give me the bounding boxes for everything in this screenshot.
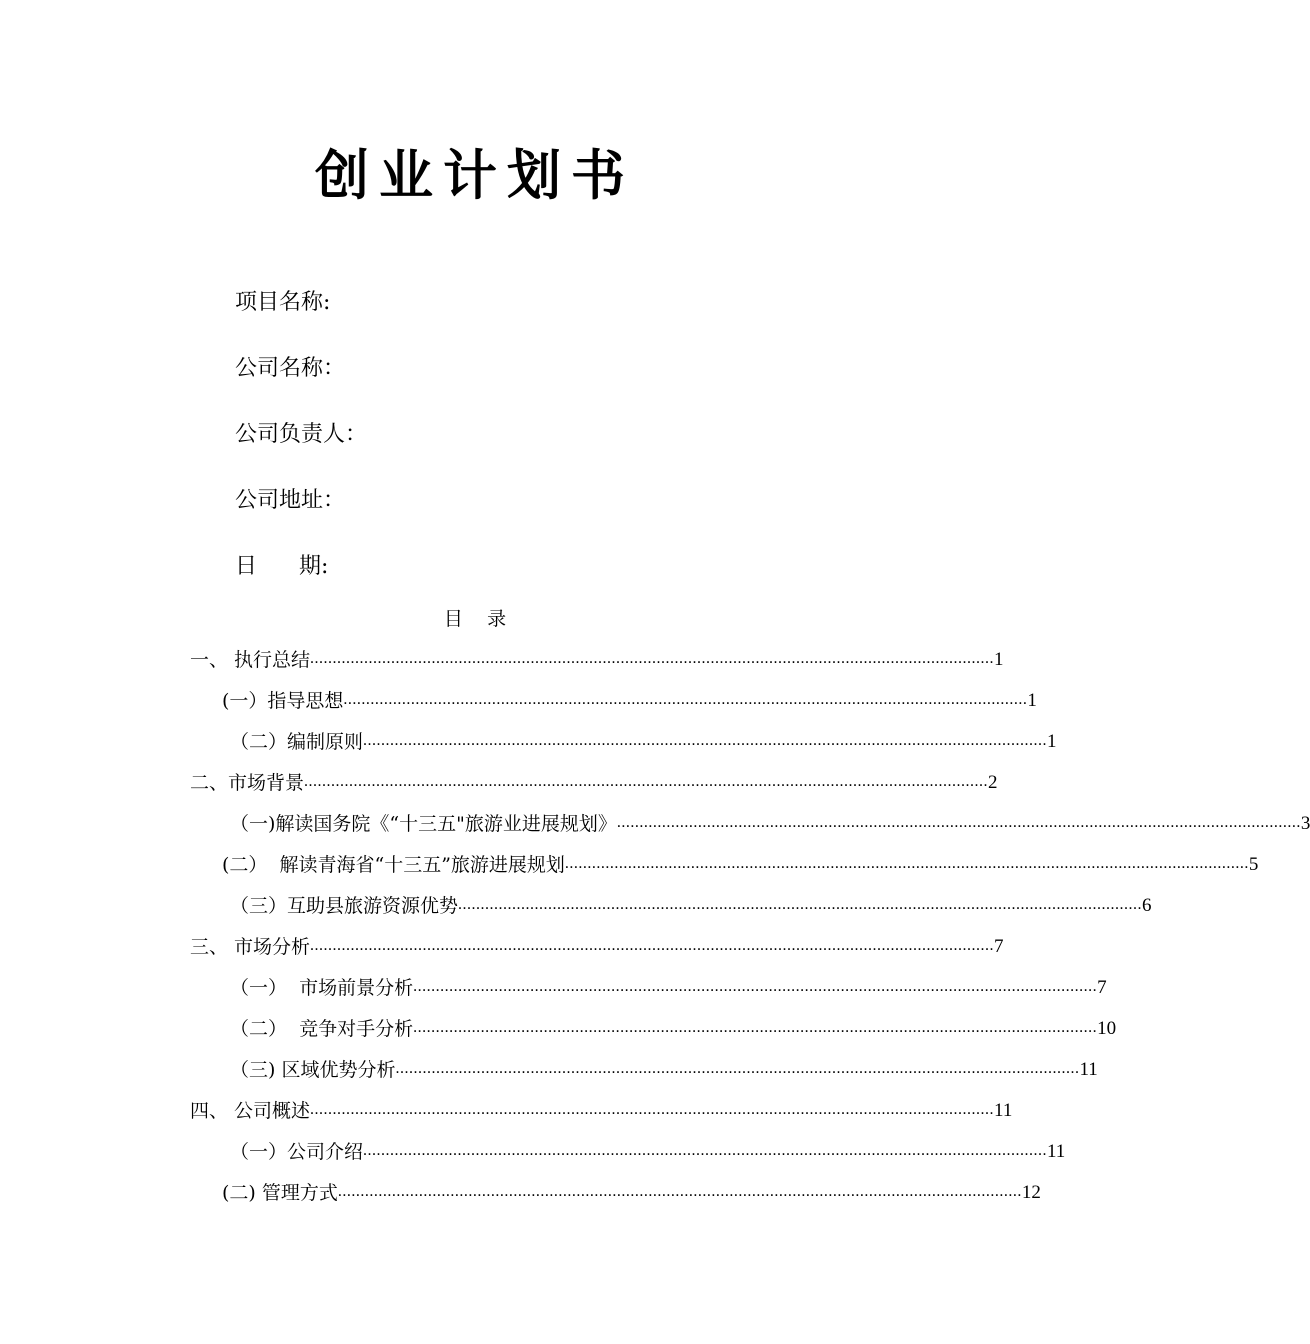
company-address-field: 公司地址：: [235, 488, 346, 513]
company-name-field: 公司名称：: [235, 356, 346, 381]
toc-entry-page: 7: [1097, 977, 1107, 998]
toc-heading: 目 录: [443, 608, 507, 630]
toc-entry-label: 三、 市场分析: [190, 936, 311, 958]
toc-entry[interactable]: [230, 974, 1107, 1002]
project-name-field: 项目名称:: [235, 290, 331, 315]
toc-entry[interactable]: [222, 851, 1259, 879]
toc-entry-page: 11: [1079, 1059, 1098, 1080]
toc-entry-page: 2: [988, 772, 998, 793]
toc-entry[interactable]: [230, 728, 1057, 756]
toc-entry[interactable]: [190, 646, 1004, 674]
toc-entry[interactable]: [230, 892, 1152, 920]
toc-entry-page: 7: [994, 936, 1004, 957]
toc-entry-label: （一）公司介绍: [230, 1141, 364, 1163]
toc-entry-label: （二）编制原则: [230, 731, 364, 753]
toc-dot-leader: ........................................................................................................................................................: [343, 691, 1028, 708]
toc-entry-page: 1: [1047, 731, 1057, 752]
toc-dot-leader: ........................................................................................................................................................: [310, 650, 995, 667]
toc-dot-leader: ........................................................................................................................................................: [616, 814, 1301, 831]
toc-entry[interactable]: [230, 1015, 1117, 1043]
toc-entry-label: (二） 解读青海省“十三五”旅游进展规划: [222, 854, 565, 876]
toc-entry-label: （一） 市场前景分析: [230, 977, 414, 999]
toc-entry[interactable]: [222, 687, 1037, 715]
toc-entry[interactable]: [190, 933, 1004, 961]
toc-dot-leader: ........................................................................................................................................................: [310, 1101, 995, 1118]
toc-entry[interactable]: [230, 810, 1310, 838]
toc-entry[interactable]: [230, 1138, 1066, 1166]
toc-entry-label: 二、市场背景: [190, 772, 305, 794]
toc-entry-label: 一、 执行总结: [190, 649, 311, 671]
toc-entry-label: （一)解读国务院《“十三五"旅游业进展规划》: [230, 813, 617, 835]
toc-dot-leader: ........................................................................................................................................................: [363, 732, 1048, 749]
toc-dot-leader: ........................................................................................................................................................: [458, 896, 1143, 913]
toc-entry-page: 1: [1027, 690, 1037, 711]
toc-entry-page: 12: [1021, 1182, 1041, 1203]
toc-entry-label: （三）互助县旅游资源优势: [230, 895, 459, 917]
toc-entry[interactable]: [230, 1056, 1098, 1084]
company-leader-field: 公司负责人：: [235, 422, 368, 447]
toc-dot-leader: ........................................................................................................................................................: [304, 773, 989, 790]
toc-dot-leader: ........................................................................................................................................................: [413, 978, 1098, 995]
toc-dot-leader: ........................................................................................................................................................: [310, 937, 995, 954]
toc-entry[interactable]: [222, 1179, 1041, 1207]
toc-entry-label: (二) 管理方式: [222, 1182, 338, 1204]
date-field: 日 期:: [235, 554, 329, 579]
toc-dot-leader: ........................................................................................................................................................: [363, 1142, 1048, 1159]
toc-entry[interactable]: [190, 769, 998, 797]
toc-entry-page: 6: [1142, 895, 1152, 916]
toc-entry-label: 四、 公司概述: [190, 1100, 311, 1122]
toc-entry-label: （三) 区域优势分析: [230, 1059, 396, 1081]
toc-entry-label: （二） 竞争对手分析: [230, 1018, 414, 1040]
toc-entry-page: 3: [1300, 813, 1310, 834]
toc-dot-leader: ........................................................................................................................................................: [337, 1183, 1022, 1200]
toc-entry-label: (一）指导思想: [222, 690, 344, 712]
toc-entry-page: 11: [1047, 1141, 1066, 1162]
toc-entry[interactable]: [190, 1097, 1013, 1125]
toc-dot-leader: ........................................................................................................................................................: [395, 1060, 1080, 1077]
toc-entry-page: 10: [1097, 1018, 1117, 1039]
toc-dot-leader: ........................................................................................................................................................: [564, 855, 1249, 872]
toc-entry-page: 5: [1248, 854, 1259, 875]
toc-entry-page: 1: [994, 649, 1004, 670]
toc-entry-page: 11: [994, 1100, 1013, 1121]
document-title: 创业计划书: [315, 144, 635, 207]
toc-dot-leader: ........................................................................................................................................................: [413, 1019, 1098, 1036]
